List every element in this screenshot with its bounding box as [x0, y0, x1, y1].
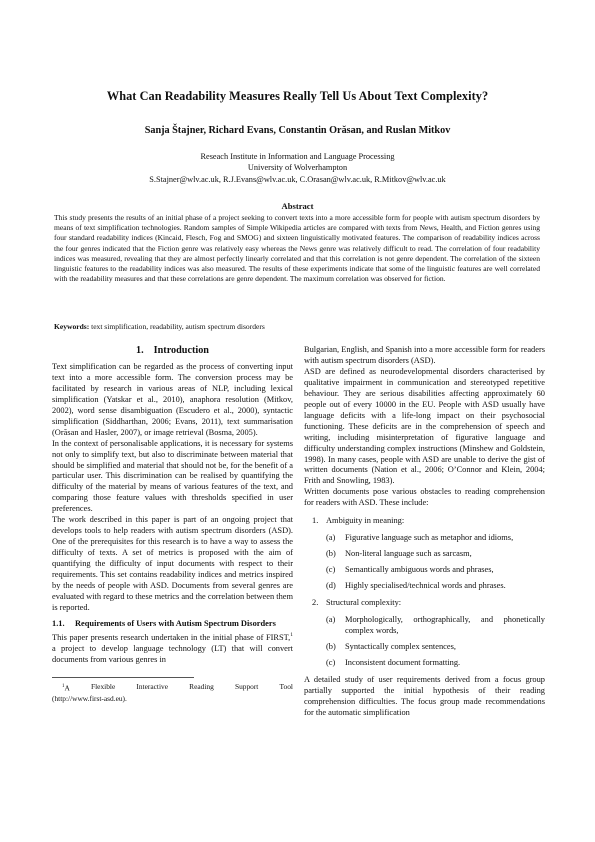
- list-item: [304, 598, 545, 669]
- keywords-label: Keywords:: [54, 322, 90, 331]
- right-paragraph-focus-group: A detailed study of user requirements derived from a focus group partially supported the initial hypothesis of their reading comprehension difficulties. The focus group made recommendations for the automatic simplification: [304, 674, 545, 717]
- keywords-line: [54, 322, 540, 331]
- section-number: 1.: [136, 345, 144, 356]
- abstract-heading: Abstract: [281, 201, 314, 211]
- sub-list-item: (c) Inconsistent document formatting.: [326, 657, 461, 667]
- requirements-text-start: This paper presents research undertaken in the initial phase of FIRST,: [52, 633, 291, 643]
- section-title: Introduction: [153, 345, 209, 356]
- footnote-reference: 1: [290, 632, 293, 639]
- author-list: Sanja Štajner, Richard Evans, Constantin Orăsan, and Ruslan Mitkov: [144, 125, 451, 136]
- sub-list-item: (b) Non-literal language such as sarcasm,: [326, 549, 472, 559]
- sub-list-item: (a) Figurative language such as metaphor and idioms,: [326, 533, 514, 543]
- sub-list-item: (c) Semantically ambiguous words and phrases,: [326, 565, 494, 575]
- keywords-list: text simplification, readability, autism spectrum disorders: [89, 322, 265, 331]
- subsection-number: 1.1.: [52, 618, 65, 628]
- right-paragraph-obstacles: Written documents pose various obstacles to reading comprehension for readers with ASD. These include:: [304, 487, 545, 508]
- right-column: [304, 345, 545, 719]
- footnote-word-6: Tool: [279, 682, 293, 692]
- section-heading-introduction: [52, 346, 293, 357]
- sub-list-item: (d) Highly specialised/technical words and phrases.: [326, 581, 506, 591]
- footnote-divider: [52, 677, 194, 678]
- right-paragraph-asd: ASD are defined as neurodevelopmental disorders characterised by qualitative impairment in communication and stereotyped repetitive behaviour. They are serious disabilities affecting approximately 60 people out of every 10000 in the EU. People with ASD usually have language deficits with a life-long impact on their psychosocial functioning. These deficits are in the comprehension of speech and writing, including misinterpretation of figurative language and difficulty understanding complex instructions (Minshew and Goldstein, 1998). In many cases, people with ASD are unable to derive the gist of written documents (Nation et al., 2006; O’Connor and Klein, 2004; Frith and Snowling, 1983).: [304, 366, 545, 486]
- subsection-title: Requirements of Users with Autism Spectrum Disorders: [75, 618, 276, 628]
- list-label: Structural complexity:: [326, 598, 402, 608]
- left-column: [52, 345, 293, 704]
- list-number: 2.: [312, 598, 319, 608]
- requirements-text-end: a project to develop language technology (LT) that will convert documents from various genres in: [52, 644, 293, 665]
- obstacles-list: [304, 516, 545, 669]
- sub-list-item: (b) Syntactically complex sentences,: [326, 641, 456, 651]
- sub-list: [304, 533, 545, 592]
- sub-list-item: (a) Morphologically, orthographically, and phonetically complex words,: [326, 615, 545, 635]
- subsection-heading: [52, 619, 293, 630]
- abstract-text: This study presents the results of an initial phase of a project seeking to convert texts into a more accessible form for people with autism spectrum disorders by means of text simplification technologies. Random samples of Simple Wikipedia articles are compared with texts from News, Health, and Fiction genres using four standard readability indices (Kincaid, Flesch, Fog and SMOG) and sixteen linguistically motivated features. The comparison of readability indices across the four genres indicated that the Fiction genre was relatively easy whereas the News genre was relatively difficult to read. The correlation of four readability indices was measured, revealing that they are almost perfectly linearly correlated and that this correlation is not genre dependent. The correlation of the sixteen linguistic features to the readability indices was also measured. The results of these experiments indicate that some of the linguistic features are well correlated with the readability measures and that these correlations are genre dependent. The maximum correlation was observed for fiction.: [54, 213, 540, 284]
- university-name: University of Wolverhampton: [247, 163, 348, 173]
- footnote-word-5: Support: [234, 682, 259, 692]
- paper-title: What Can Readability Measures Really Tell Us About Text Complexity?: [106, 89, 489, 103]
- footnote-line-1: [52, 682, 293, 693]
- list-label: Ambiguity in meaning:: [326, 516, 405, 526]
- footnote-word-1: $^1$A: [62, 683, 70, 693]
- footnote-mark: 1: [62, 684, 65, 690]
- affiliation-block: [40, 151, 555, 185]
- footnote-word-2: Flexible: [91, 682, 116, 692]
- right-paragraph-1: Bulgarian, English, and Spanish into a more accessible form for readers with autism spectrum disorders (ASD).: [304, 345, 545, 365]
- requirements-paragraph: [52, 633, 293, 666]
- footnote-url: (http://www.first-asd.eu).: [52, 693, 127, 703]
- list-number: 1.: [312, 516, 319, 526]
- footnote: [52, 682, 293, 703]
- intro-paragraph-2: In the context of personalisable applications, it is necessary for systems not only to simplify text, but also to discriminate between material that should be simplified and material that should not be, for the benefit of a particular user. This discrimination can be realised by quantifying the difficulty of the material by means of various features of the text, and comparing those feature values with thresholds specified in user preferences.: [52, 438, 293, 514]
- footnote-word-3: Interactive: [136, 682, 168, 692]
- intro-paragraph-1: Text simplification can be regarded as the process of converting input text into a more accessible form. The conversion process may be facilitated by research in various areas of NLP, including lexical simplification (Yatskar et al., 2010), anaphora resolution (Mitkov, 2002), word sense disambiguation (Escudero et al., 2000), syntactic simplification (Siddharthan, 2006; Evans, 2011), text summarisation (Orăsan and Hasler, 2007), or image retrieval (Bosma, 2005).: [52, 361, 293, 437]
- institute-name: Reseach Institute in Information and Language Processing: [200, 152, 395, 161]
- footnote-word-4: Reading: [189, 682, 214, 692]
- intro-paragraph-3: The work described in this paper is part of an ongoing project that develops tools to help readers with autism spectrum disorders (ASD). One of the prerequisites for this research is to have a way to assess the difficulty of texts. A set of metrics is proposed with the aim of quantifying the difficulty of input documents with respect to their requirements. This set contains readability indices and metrics inspired by the needs of people with ASD. Documents from several genres are evaluated with regard to these metrics and the correlation between them is reported.: [52, 515, 293, 612]
- sub-list: [304, 615, 545, 669]
- author-emails: S.Stajner@wlv.ac.uk, R.J.Evans@wlv.ac.uk, C.Orasan@wlv.ac.uk, R.Mitkov@wlv.ac.uk: [149, 174, 446, 184]
- list-item: [304, 516, 545, 592]
